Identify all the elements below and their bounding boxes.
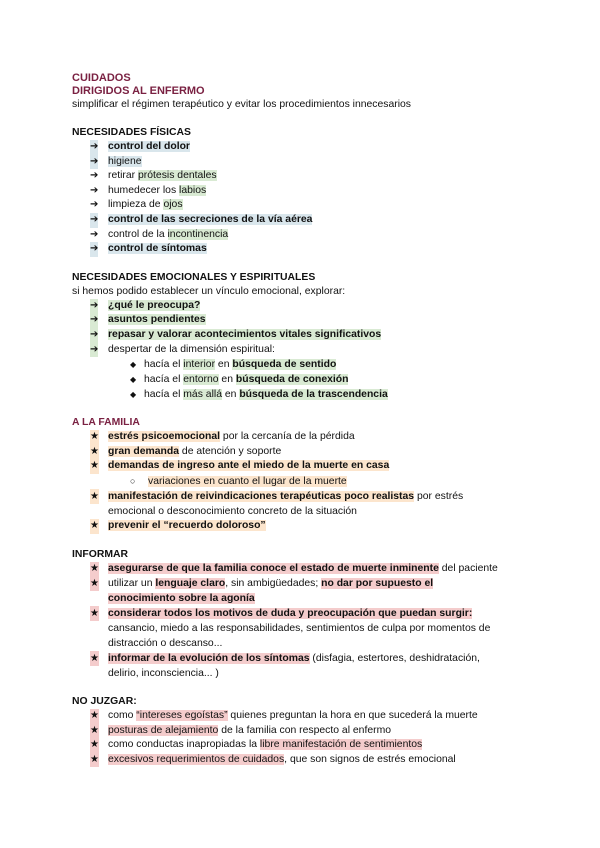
familia-list-cont	[72, 489, 542, 534]
arrow-icon: ➔	[90, 343, 98, 358]
arrow-icon: ➔	[90, 199, 99, 211]
list-item: ◆ hacía el entorno en búsqueda de conexión	[130, 374, 349, 386]
list-item: ★ demandas de ingreso ante el miedo de la muerte en casa	[72, 459, 542, 474]
list-item: ➔ control de las secreciones de la vía aérea	[72, 213, 542, 228]
fisicas-list	[72, 140, 542, 257]
familia-sublist	[72, 474, 542, 489]
star-icon: ★	[90, 445, 99, 460]
list-item: ★ como “intereses egoístas” quienes preguntan la hora en que sucederá la muerte	[72, 709, 542, 724]
list-item: ★ asegurarse de que la familia conoce el estado de muerte inminente del paciente	[72, 562, 542, 577]
diamond-icon: ◆	[130, 390, 137, 400]
list-item: ★ excesivos requerimientos de cuidados, que son signos de estrés emocional	[72, 753, 542, 768]
list-item: ➔ humedecer los labios	[72, 184, 542, 199]
arrow-icon: ➔	[90, 299, 98, 314]
intro-text: simplificar el régimen terapéutico y evitar los procedimientos innecesarios	[72, 99, 411, 110]
page-subtitle: DIRIGIDOS AL ENFERMO	[72, 85, 205, 97]
section-heading-emocionales: NECESIDADES EMOCIONALES Y ESPIRITUALES	[72, 271, 316, 283]
list-item: ➔ despertar de la dimensión espiritual:	[72, 343, 542, 358]
list-item: ➔ control de síntomas	[72, 242, 542, 257]
list-item: ★ utilizar un lenguaje claro, sin ambigüedades; no dar por supuesto el conocimiento sobre la agonía	[90, 578, 434, 605]
star-icon: ★	[90, 608, 99, 620]
list-item: ★ prevenir el “recuerdo doloroso”	[72, 519, 542, 534]
section-heading-familia: A LA FAMILIA	[72, 417, 140, 429]
arrow-icon: ➔	[90, 184, 99, 196]
diamond-icon: ◆	[130, 375, 137, 385]
arrow-icon: ➔	[90, 213, 98, 228]
emocionales-intro: si hemos podido establecer un vínculo emocional, explorar:	[72, 285, 346, 297]
list-item: ★ estrés psicoemocional por la cercanía de la pérdida	[72, 430, 542, 445]
juzgar-list	[72, 709, 542, 767]
list-item: ★ manifestación de reivindicaciones terapéuticas poco realistas por estrés emocional o desconocimiento concreto de la situación	[90, 490, 464, 517]
list-item: ➔ ¿qué le preocupa?	[72, 299, 542, 314]
star-icon: ★	[90, 738, 99, 753]
list-item: ➔ limpieza de ojos	[72, 198, 542, 213]
espiritual-sublist	[72, 357, 542, 402]
star-icon: ★	[90, 430, 99, 445]
informar-list	[72, 562, 542, 682]
list-item: ◆ hacía el interior en búsqueda de sentido	[130, 359, 337, 371]
list-item: ➔ repasar y valorar acontecimientos vitales significativos	[72, 328, 542, 343]
circle-icon: ○	[130, 475, 136, 486]
arrow-icon: ➔	[90, 170, 99, 182]
list-item: ★ como conductas inapropiadas la libre manifestación de sentimientos	[72, 738, 542, 753]
list-item: ★ considerar todos los motivos de duda y preocupación que puedan surgir: cansancio, miedo a las responsabilidades, sentimientos de culpa por momentos de distracción o descanso...	[90, 608, 491, 650]
section-heading-juzgar: NO JUZGAR:	[72, 696, 137, 708]
arrow-icon: ➔	[90, 155, 98, 170]
list-item: ➔ higiene	[72, 155, 542, 170]
list-item: ★ posturas de alejamiento de la familia con respecto al enfermo	[72, 724, 542, 739]
section-heading-informar: INFORMAR	[72, 548, 128, 560]
star-icon: ★	[90, 459, 99, 474]
star-icon: ★	[90, 653, 99, 665]
page-title: CUIDADOS	[72, 72, 131, 84]
star-icon: ★	[90, 490, 99, 502]
diamond-icon: ◆	[130, 360, 137, 370]
list-item: ○ variaciones en cuanto el lugar de la muerte	[130, 475, 347, 487]
star-icon: ★	[90, 724, 99, 739]
list-item: ➔ control del dolor	[72, 140, 542, 155]
list-item: ★ informar de la evolución de los síntomas (disfagia, estertores, deshidratación, delirio, inconsciencia... )	[90, 653, 480, 680]
star-icon: ★	[90, 753, 99, 768]
star-icon: ★	[90, 519, 99, 534]
familia-list	[72, 430, 542, 474]
star-icon: ★	[90, 562, 99, 577]
list-item: ➔ retirar prótesis dentales	[72, 169, 542, 184]
star-icon: ★	[90, 709, 99, 724]
arrow-icon: ➔	[90, 228, 99, 240]
star-icon: ★	[90, 578, 99, 590]
emocionales-list	[72, 299, 542, 357]
list-item: ➔ asuntos pendientes	[72, 313, 542, 328]
arrow-icon: ➔	[90, 242, 98, 257]
list-item: ★ gran demanda de atención y soporte	[72, 445, 542, 460]
list-item: ➔ control de la incontinencia	[72, 228, 542, 243]
section-heading-fisicas: NECESIDADES FÍSICAS	[72, 127, 191, 138]
arrow-icon: ➔	[90, 328, 98, 343]
list-item: ◆ hacía el más allá en búsqueda de la trascendencia	[130, 389, 388, 401]
document-page	[72, 72, 542, 767]
arrow-icon: ➔	[90, 313, 98, 328]
arrow-icon: ➔	[90, 140, 98, 155]
